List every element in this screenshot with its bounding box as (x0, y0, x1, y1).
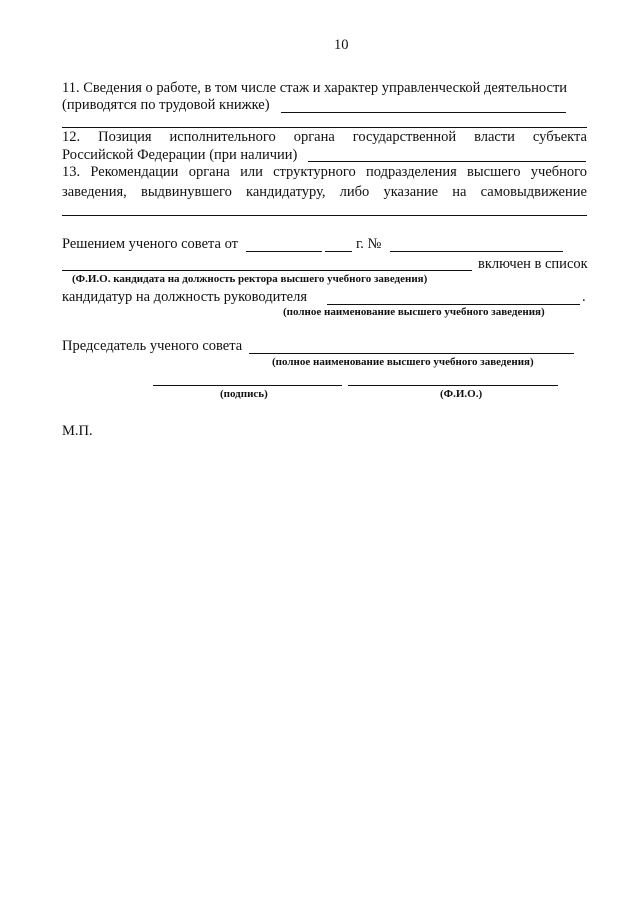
decision-prefix: Решением ученого совета от (62, 236, 238, 252)
included-text: включен в список (478, 256, 588, 272)
decision-date-day-line[interactable] (246, 251, 322, 252)
position-text: кандидатур на должность руководителя (62, 289, 308, 305)
section-11-line-1: 11. Сведения о работе, в том числе стаж и характер управленческой деятельности (62, 80, 568, 96)
section-12-word: государственной (352, 129, 457, 145)
section-12-word: исполнительного (169, 129, 276, 145)
trailing-dot: . (582, 289, 586, 305)
section-13-word: 13. (62, 164, 81, 180)
section-11-fill-line-1[interactable] (281, 112, 566, 113)
decision-date-year-line[interactable] (325, 251, 352, 252)
page-number: 10 (334, 37, 349, 53)
section-13-word: на (452, 184, 467, 200)
chairman-fill-line[interactable] (249, 353, 574, 354)
section-13-word: указание (383, 184, 439, 200)
section-12-word: органа (293, 129, 335, 145)
chairman-caption: (полное наименование высшего учебного заведения) (272, 356, 534, 368)
section-13-line-1 (62, 163, 587, 181)
section-13-word: органа (188, 164, 230, 180)
section-13-word: или (240, 164, 263, 180)
decision-number-line[interactable] (390, 251, 563, 252)
chairman-label: Председатель ученого совета (62, 338, 243, 354)
institution-name-line[interactable] (327, 304, 580, 305)
section-12-word: субъекта (532, 129, 587, 145)
signature-line[interactable] (153, 385, 342, 386)
section-11-line-2: (приводятся по трудовой книжке) (62, 97, 270, 113)
section-12-word: 12. (62, 129, 81, 145)
institution-caption: (полное наименование высшего учебного заведения) (283, 306, 545, 318)
section-12-word: власти (474, 129, 515, 145)
candidate-name-line[interactable] (62, 270, 472, 271)
stamp-place: М.П. (62, 423, 93, 439)
section-13-word: структурного (273, 164, 356, 180)
section-13-word: высшего (467, 164, 521, 180)
section-13-word: кандидатуру, (246, 184, 326, 200)
section-12-line-1 (62, 128, 587, 146)
section-13-word: заведения, (62, 184, 127, 200)
section-12-fill-line[interactable] (308, 161, 586, 162)
name-line[interactable] (348, 385, 558, 386)
section-12-word: Позиция (98, 129, 152, 145)
section-12-line-2: Российской Федерации (при наличии) (62, 147, 298, 163)
section-13-word: выдвинувшего (140, 184, 232, 200)
section-13-word: самовыдвижение (480, 184, 587, 200)
name-caption: (Ф.И.О.) (440, 388, 483, 400)
section-13-fill-line[interactable] (62, 215, 587, 216)
candidate-caption: (Ф.И.О. кандидата на должность ректора высшего учебного заведения) (72, 273, 428, 285)
section-13-line-2 (62, 183, 587, 201)
section-13-word: либо (339, 184, 370, 200)
section-13-word: подразделения (365, 164, 457, 180)
section-13-word: Рекомендации (90, 164, 179, 180)
decision-year-suffix: г. № (356, 236, 382, 252)
section-13-word: учебного (530, 164, 587, 180)
signature-caption: (подпись) (220, 388, 268, 400)
